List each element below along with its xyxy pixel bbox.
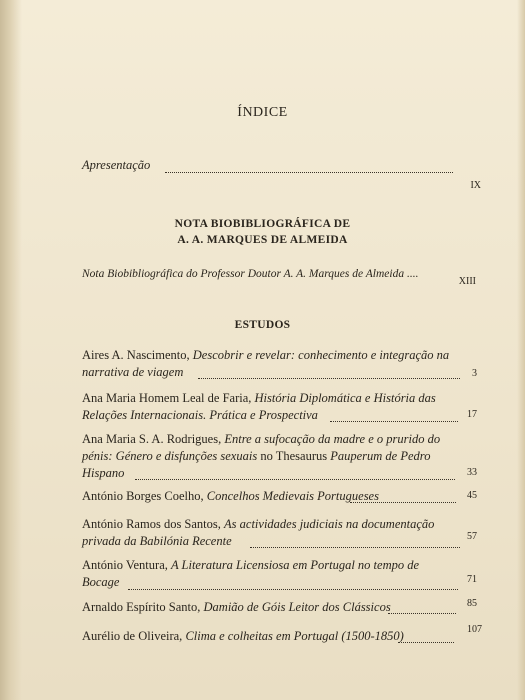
- toc-entry-page: 71: [467, 574, 477, 585]
- estudos-heading: ESTUDOS: [234, 319, 291, 331]
- toc-entry-title-line: Hispano: [82, 466, 125, 480]
- toc-entry-title-line: privada da Babilónia Recente: [82, 534, 232, 548]
- index-title: ÍNDICE: [237, 105, 288, 120]
- leader-dots: [388, 612, 456, 614]
- toc-entry-author: Arnaldo Espírito Santo, Damião de Góis Leitor dos Clássicos: [82, 600, 391, 614]
- toc-entry-author: António Ramos dos Santos, As actividades judiciais na documentação: [82, 517, 435, 531]
- nota-entry-label: Nota Biobibliográfica do Professor Doutor A. A. Marques de Almeida ....: [82, 268, 419, 280]
- leader-dots: [398, 641, 454, 643]
- toc-entry-author: António Ventura, A Literatura Licensiosa em Portugal no tempo de: [82, 558, 420, 572]
- leader-dots: [330, 420, 458, 422]
- leader-dots: [135, 478, 455, 480]
- leader-dots: [128, 588, 458, 590]
- leader-dots: [250, 546, 460, 548]
- toc-entry-page: 45: [467, 490, 477, 501]
- presentation-leader-dots: [165, 171, 453, 173]
- toc-entry-author: Ana Maria Homem Leal de Faria, História Diplomática e História das: [82, 391, 436, 405]
- leader-dots: [198, 377, 460, 379]
- toc-entry-author: Aurélio de Oliveira, Clima e colheitas em Portugal (1500-1850): [82, 629, 404, 643]
- toc-entry-author: Ana Maria S. A. Rodrigues, Entre a sufocação da madre e o prurido do: [82, 432, 441, 446]
- leader-dots: [350, 501, 456, 503]
- toc-entry-title-line: Relações Internacionais. Prática e Prospectiva: [82, 408, 318, 422]
- toc-entry-page: 17: [467, 409, 477, 420]
- toc-entry-author: Aires A. Nascimento, Descobrir e revelar: conhecimento e integração na: [82, 348, 450, 362]
- presentation-label: Apresentação: [82, 158, 151, 172]
- toc-entry-page: 57: [467, 531, 477, 542]
- toc-entry-author: António Borges Coelho, Concelhos Medievais Portugueses: [82, 489, 379, 503]
- nota-heading-line1: NOTA BIOBIBLIOGRÁFICA DE: [174, 218, 351, 230]
- toc-entry-page: 33: [467, 467, 477, 478]
- nota-entry-page: XIII: [458, 276, 476, 287]
- toc-entry-title-line: narrativa de viagem: [82, 365, 184, 379]
- toc-entry-page: 85: [467, 598, 477, 609]
- presentation-page: IX: [470, 180, 481, 191]
- toc-entry-page: 107: [467, 624, 482, 635]
- toc-entry-title-line: pénis: Género e disfunções sexuais no Thesaurus Pauperum de Pedro: [82, 449, 431, 463]
- toc-entry-page: 3: [472, 368, 477, 379]
- nota-heading-line2: A. A. MARQUES DE ALMEIDA: [177, 234, 348, 246]
- toc-entry-title-line: Bocage: [82, 575, 120, 589]
